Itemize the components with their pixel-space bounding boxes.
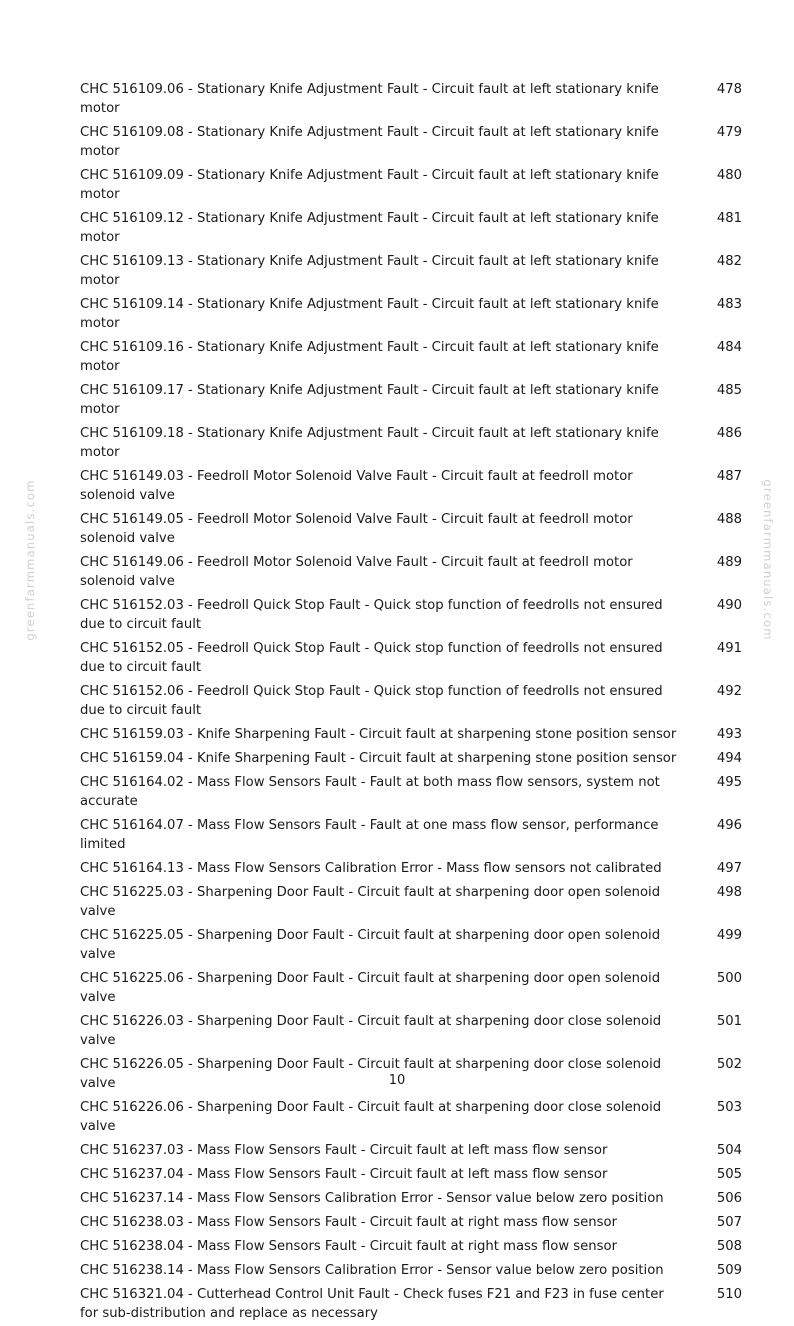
toc-entry-page: 508 (716, 1239, 742, 1254)
toc-entry[interactable] (80, 594, 742, 637)
toc-entry-page: 490 (716, 598, 742, 613)
toc-entry-page: 505 (716, 1167, 742, 1182)
toc-entry-title: CHC 516149.06 - Feedroll Motor Solenoid Valve Fault - Circuit fault at feedroll motor solenoid valve (80, 555, 633, 589)
toc-entry[interactable] (80, 1235, 742, 1259)
toc-entry[interactable] (80, 379, 742, 422)
watermark-left: greenfarmmanuals.com (23, 479, 37, 641)
toc-entry-title: CHC 516321.04 - Cutterhead Control Unit Fault - Check fuses F21 and F23 in fuse center for sub-distribution and replace as necessary (80, 1287, 664, 1321)
toc-entry[interactable] (80, 637, 742, 680)
toc-entry-title: CHC 516164.13 - Mass Flow Sensors Calibration Error - Mass flow sensors not calibrated (80, 861, 662, 876)
toc-entry-title: CHC 516238.03 - Mass Flow Sensors Fault - Circuit fault at right mass flow sensor (80, 1215, 618, 1230)
toc-entry[interactable] (80, 881, 742, 924)
toc-entry[interactable] (80, 1211, 742, 1235)
toc-entry-page: 506 (716, 1191, 742, 1206)
toc-entry-page: 486 (716, 426, 742, 441)
toc-entry-title: CHC 516237.04 - Mass Flow Sensors Fault - Circuit fault at left mass flow sensor (80, 1167, 608, 1182)
toc-entry-title: CHC 516152.06 - Feedroll Quick Stop Fault - Quick stop function of feedrolls not ensured due to circuit fault (80, 684, 663, 718)
toc-entry-title: CHC 516159.04 - Knife Sharpening Fault - Circuit fault at sharpening stone position sensor (80, 751, 677, 766)
toc-entry-title: CHC 516159.03 - Knife Sharpening Fault - Circuit fault at sharpening stone position sensor (80, 727, 677, 742)
toc-entry-title: CHC 516164.02 - Mass Flow Sensors Fault - Fault at both mass flow sensors, system not accurate (80, 775, 660, 809)
toc-entry[interactable] (80, 551, 742, 594)
toc-entry-page: 484 (716, 340, 742, 355)
toc-entry-title: CHC 516237.14 - Mass Flow Sensors Calibration Error - Sensor value below zero position (80, 1191, 664, 1206)
toc-entry-title: CHC 516237.03 - Mass Flow Sensors Fault - Circuit fault at left mass flow sensor (80, 1143, 608, 1158)
toc-entry-title: CHC 516152.03 - Feedroll Quick Stop Fault - Quick stop function of feedrolls not ensured due to circuit fault (80, 598, 663, 632)
toc-entry-title: CHC 516238.04 - Mass Flow Sensors Fault - Circuit fault at right mass flow sensor (80, 1239, 618, 1254)
toc-entry[interactable] (80, 250, 742, 293)
toc-entry-page: 502 (716, 1057, 742, 1072)
toc-entry[interactable] (80, 78, 742, 121)
toc-entry[interactable] (80, 747, 742, 771)
toc-entry-page: 503 (716, 1100, 742, 1115)
toc-entry-title: CHC 516109.17 - Stationary Knife Adjustment Fault - Circuit fault at left stationary knife motor (80, 383, 659, 417)
toc-entry-page: 499 (716, 928, 742, 943)
toc-entry-page: 482 (716, 254, 742, 269)
toc-entry-title: CHC 516149.05 - Feedroll Motor Solenoid Valve Fault - Circuit fault at feedroll motor solenoid valve (80, 512, 633, 546)
toc-entry-page: 493 (716, 727, 742, 742)
toc-entry-page: 478 (716, 82, 742, 97)
toc-entry-title: CHC 516225.03 - Sharpening Door Fault - Circuit fault at sharpening door open solenoid valve (80, 885, 661, 919)
toc-entry-title: CHC 516164.07 - Mass Flow Sensors Fault - Fault at one mass flow sensor, performance limited (80, 818, 659, 852)
toc-entry[interactable] (80, 508, 742, 551)
toc-entry-page: 510 (716, 1287, 742, 1302)
toc-entry[interactable] (80, 1096, 742, 1139)
toc-entry[interactable] (80, 1163, 742, 1187)
toc-entry-page: 497 (716, 861, 742, 876)
toc-entry[interactable] (80, 771, 742, 814)
watermark-right: greenfarmmanuals.com (761, 479, 775, 641)
toc-entry[interactable] (80, 164, 742, 207)
toc-entry-title: CHC 516225.06 - Sharpening Door Fault - Circuit fault at sharpening door open solenoid valve (80, 971, 661, 1005)
toc-entry-page: 494 (716, 751, 742, 766)
toc-entry-page: 489 (716, 555, 742, 570)
toc-entry-page: 495 (716, 775, 742, 790)
toc-entry-title: CHC 516109.08 - Stationary Knife Adjustment Fault - Circuit fault at left stationary knife motor (80, 125, 659, 159)
toc-entry-title: CHC 516109.14 - Stationary Knife Adjustment Fault - Circuit fault at left stationary knife motor (80, 297, 659, 331)
toc-entry[interactable] (80, 293, 742, 336)
toc-entry[interactable] (80, 121, 742, 164)
toc-entry-page: 501 (716, 1014, 742, 1029)
toc-entry-page: 480 (716, 168, 742, 183)
toc-entry[interactable] (80, 857, 742, 881)
toc-entry[interactable] (80, 336, 742, 379)
toc-entry-page: 500 (716, 971, 742, 986)
toc-entry[interactable] (80, 723, 742, 747)
toc-entry-title: CHC 516149.03 - Feedroll Motor Solenoid Valve Fault - Circuit fault at feedroll motor solenoid valve (80, 469, 633, 503)
toc-entry[interactable] (80, 465, 742, 508)
toc-entry-page: 487 (716, 469, 742, 484)
toc-entry[interactable] (80, 1010, 742, 1053)
toc-entry-page: 479 (716, 125, 742, 140)
toc-entry[interactable] (80, 1283, 742, 1326)
toc-entry-page: 498 (716, 885, 742, 900)
toc-entry[interactable] (80, 1139, 742, 1163)
toc-entry-title: CHC 516109.06 - Stationary Knife Adjustment Fault - Circuit fault at left stationary knife motor (80, 82, 659, 116)
toc-entry-page: 504 (716, 1143, 742, 1158)
toc-entry-page: 509 (716, 1263, 742, 1278)
toc-entry[interactable] (80, 1259, 742, 1283)
toc-entry-page: 483 (716, 297, 742, 312)
toc-entry-title: CHC 516109.09 - Stationary Knife Adjustment Fault - Circuit fault at left stationary knife motor (80, 168, 659, 202)
toc-entry-title: CHC 516226.06 - Sharpening Door Fault - Circuit fault at sharpening door close solenoid valve (80, 1100, 662, 1134)
toc-entry-title: CHC 516225.05 - Sharpening Door Fault - Circuit fault at sharpening door open solenoid valve (80, 928, 661, 962)
toc-entry-title: CHC 516109.12 - Stationary Knife Adjustment Fault - Circuit fault at left stationary knife motor (80, 211, 659, 245)
toc-entry[interactable] (80, 422, 742, 465)
toc-entry[interactable] (80, 1187, 742, 1211)
toc-entry-page: 491 (716, 641, 742, 656)
toc-entry-page: 488 (716, 512, 742, 527)
toc-entry[interactable] (80, 967, 742, 1010)
toc-entry-title: CHC 516109.16 - Stationary Knife Adjustment Fault - Circuit fault at left stationary knife motor (80, 340, 659, 374)
toc-entry-page: 507 (716, 1215, 742, 1230)
toc-entry-page: 492 (716, 684, 742, 699)
toc-entry-page: 496 (716, 818, 742, 833)
table-of-contents (80, 78, 742, 1326)
toc-entry-page: 481 (716, 211, 742, 226)
toc-entry-title: CHC 516152.05 - Feedroll Quick Stop Fault - Quick stop function of feedrolls not ensured due to circuit fault (80, 641, 663, 675)
toc-entry-title: CHC 516226.05 - Sharpening Door Fault - Circuit fault at sharpening door close solenoid valve (80, 1057, 662, 1091)
toc-entry[interactable] (80, 680, 742, 723)
toc-entry-title: CHC 516109.13 - Stationary Knife Adjustment Fault - Circuit fault at left stationary knife motor (80, 254, 659, 288)
toc-entry-title: CHC 516238.14 - Mass Flow Sensors Calibration Error - Sensor value below zero position (80, 1263, 664, 1278)
toc-entry-title: CHC 516226.03 - Sharpening Door Fault - Circuit fault at sharpening door close solenoid valve (80, 1014, 662, 1048)
toc-entry-title: CHC 516109.18 - Stationary Knife Adjustment Fault - Circuit fault at left stationary knife motor (80, 426, 659, 460)
toc-entry[interactable] (80, 924, 742, 967)
toc-entry-page: 485 (716, 383, 742, 398)
toc-entry[interactable] (80, 207, 742, 250)
page-number: 10 (388, 1073, 406, 1088)
toc-entry[interactable] (80, 814, 742, 857)
